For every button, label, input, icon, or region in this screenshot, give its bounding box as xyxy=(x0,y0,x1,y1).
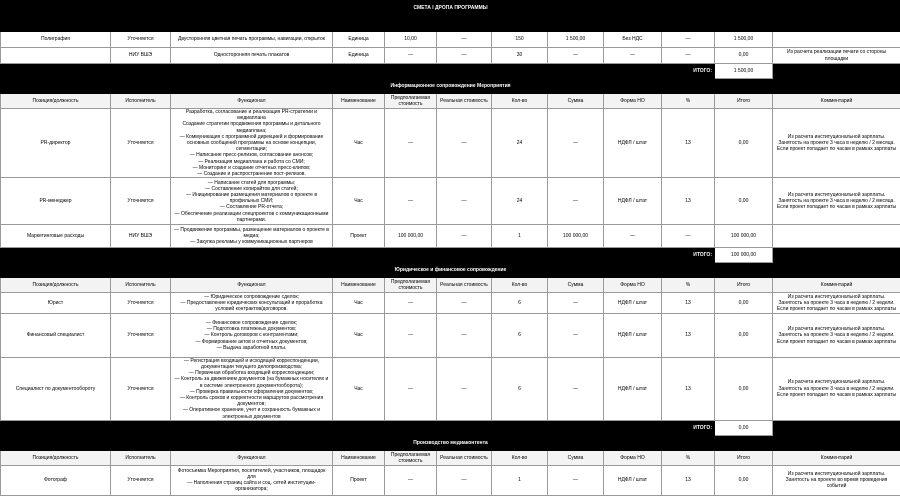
column-header-functional: Функционал xyxy=(171,94,333,109)
cell-form: НДФЛ / штат xyxy=(604,314,662,358)
cell-sum: — xyxy=(548,314,604,358)
section-title: Юридическое и финансовое сопровождение xyxy=(1,263,900,278)
cell-sum: — xyxy=(548,109,604,178)
cell-position: Маркетинговые расходы xyxy=(1,225,111,248)
cell-sum: — xyxy=(548,293,604,314)
cell-total: 0,00 xyxy=(715,293,773,314)
cell-qty: 1 xyxy=(492,465,548,495)
cell-sum: 100 000,00 xyxy=(548,225,604,248)
table-row xyxy=(1,293,900,314)
column-header-form: Форма НО xyxy=(604,278,662,293)
cell-qty: 6 xyxy=(492,293,548,314)
cell-functional: — Финансовое сопровождение сделок; — Подготовка платежных документов; — Контроль договоров с контрагентами; — Формирование актов и отчетных документов; — Выдача заработной платы. xyxy=(171,314,333,358)
column-header-real: Реальная стоимость xyxy=(437,450,492,465)
column-header-functional: Функционал xyxy=(171,278,333,293)
cell-planned: — xyxy=(385,48,437,64)
cell-executor: Уточняется xyxy=(111,109,171,178)
cell-pct: — xyxy=(662,32,715,48)
cell-form: НДФЛ / штат xyxy=(604,109,662,178)
cell-form: — xyxy=(604,225,662,248)
cell-executor: НИУ ВШЭ xyxy=(111,48,171,64)
column-header-total: Итого xyxy=(715,278,773,293)
column-header-qty: Кол-во xyxy=(492,278,548,293)
cell-pct: 13 xyxy=(662,178,715,225)
column-header-row xyxy=(1,278,900,293)
table-row xyxy=(1,48,900,64)
cell-comment xyxy=(773,225,900,248)
total-value: 100 000,00 xyxy=(715,248,773,263)
cell-qty: 24 xyxy=(492,109,548,178)
total-value: 1 500,00 xyxy=(715,64,773,79)
total-value: 0,00 xyxy=(715,420,773,435)
section-title-row xyxy=(1,17,900,32)
column-header-pct: % xyxy=(662,94,715,109)
total-label: ИТОГО: xyxy=(1,420,715,435)
column-header-planned: Предполагаемая стоимость xyxy=(385,450,437,465)
table-row xyxy=(1,109,900,178)
column-header-planned: Предполагаемая стоимость xyxy=(385,94,437,109)
cell-unit: Час xyxy=(333,293,385,314)
column-header-unit: Наименование xyxy=(333,94,385,109)
total-spacer xyxy=(773,248,900,263)
cell-total: 0,00 xyxy=(715,465,773,495)
column-header-total: Итого xyxy=(715,450,773,465)
cell-form: НДФЛ / штат xyxy=(604,178,662,225)
cell-form: НДФЛ / штат xyxy=(604,293,662,314)
cell-comment: Из расчета институциональной зарплаты. Занятость на проекте 3 часа в неделю / 2 недели. Если проект попадает по часам в рамках зарплаты xyxy=(773,357,900,420)
cell-comment xyxy=(773,32,900,48)
cell-real: — xyxy=(437,465,492,495)
cell-position: Финансовый специалист xyxy=(1,314,111,358)
column-header-row xyxy=(1,450,900,465)
column-header-unit: Наименование xyxy=(333,278,385,293)
column-header-comment: Комментарий xyxy=(773,278,900,293)
cell-pct: — xyxy=(662,48,715,64)
section-title-row xyxy=(1,435,900,450)
cell-comment: Из расчета институциональной зарплаты. Занятость на проекте во время проведения событий xyxy=(773,465,900,495)
column-header-real: Реальная стоимость xyxy=(437,278,492,293)
cell-qty: 150 xyxy=(492,32,548,48)
column-header-pct: % xyxy=(662,450,715,465)
cell-qty: 24 xyxy=(492,178,548,225)
cell-functional: Односторонняя печать плакатов xyxy=(171,48,333,64)
total-spacer xyxy=(773,420,900,435)
cell-total: 0,00 xyxy=(715,109,773,178)
cell-comment: Из расчета институциональной зарплаты. Занятость на проекте 3 часа в неделю / 2 месяца. Если проект попадает по часам в рамках зарплаты xyxy=(773,178,900,225)
total-row xyxy=(1,248,900,263)
cell-form: Без НДС xyxy=(604,32,662,48)
total-label: ИТОГО: xyxy=(1,64,715,79)
cell-real: — xyxy=(437,293,492,314)
cell-position: PR-директор xyxy=(1,109,111,178)
section-title xyxy=(1,17,900,32)
cell-total: 0,00 xyxy=(715,314,773,358)
cell-planned: — xyxy=(385,109,437,178)
cell-functional: Фотосъемка Мероприятия, посетителей, участников, площадок для — Наполнения страниц сайта и соц. сетей институции-организатора; xyxy=(171,465,333,495)
cell-functional: — Юридическое сопровождение сделок; — Предоставление юридических консультаций и проработка условий контрактов/договоров. xyxy=(171,293,333,314)
cell-position xyxy=(1,48,111,64)
cell-unit: Час xyxy=(333,109,385,178)
cell-unit: Единица xyxy=(333,48,385,64)
cell-pct: 13 xyxy=(662,465,715,495)
cell-planned: — xyxy=(385,357,437,420)
cell-unit: Единица xyxy=(333,32,385,48)
cell-real: — xyxy=(437,48,492,64)
cell-unit: Час xyxy=(333,357,385,420)
cell-executor: Уточняется xyxy=(111,357,171,420)
cell-pct: 13 xyxy=(662,314,715,358)
cell-comment: Из расчета институциональной зарплаты. Занятость на проекте 3 часа в неделю / 2 недели. Если проект попадает по часам в рамках зарплаты xyxy=(773,314,900,358)
cell-planned: — xyxy=(385,178,437,225)
column-header-functional: Функционал xyxy=(171,450,333,465)
section-title: Производство медиаконтента xyxy=(1,435,900,450)
cell-qty: 6 xyxy=(492,357,548,420)
cell-executor: НИУ ВШЭ xyxy=(111,225,171,248)
table-row xyxy=(1,225,900,248)
cell-functional: — Регистрация входящей и исходящей корреспонденции, документации текущего делопроизводства; — Первичная обработка входящей корреспонденции; — Контроль за движением документов (на бумажных носителях и в системе электронного документооборота); — Проверка правильности оформления документов; — Контроль сроков и корректности маршрутов рассмотрения документов; — Оперативное хранение, учет и сохранность бумажных и электронных документов xyxy=(171,357,333,420)
column-header-planned: Предполагаемая стоимость xyxy=(385,278,437,293)
column-header-form: Форма НО xyxy=(604,94,662,109)
table-row xyxy=(1,357,900,420)
cell-real: — xyxy=(437,109,492,178)
cell-pct: — xyxy=(662,225,715,248)
cell-sum: — xyxy=(548,178,604,225)
cell-planned: — xyxy=(385,293,437,314)
column-header-executor: Исполнитель xyxy=(111,278,171,293)
cell-sum: — xyxy=(548,357,604,420)
column-header-qty: Кол-во xyxy=(492,94,548,109)
section-title-row xyxy=(1,1,900,17)
section-title: СМЕТА I ДРОПА ПРОГРАММЫ xyxy=(1,1,900,17)
cell-executor: Уточняется xyxy=(111,465,171,495)
column-header-sum: Сумма xyxy=(548,278,604,293)
cell-qty: 1 xyxy=(492,225,548,248)
cell-unit: Проект xyxy=(333,225,385,248)
cell-position: Фотограф xyxy=(1,465,111,495)
cell-position: Юрист xyxy=(1,293,111,314)
table-row xyxy=(1,32,900,48)
column-header-row xyxy=(1,94,900,109)
cell-total: 1 500,00 xyxy=(715,32,773,48)
cell-functional: — Продвижение программы, размещение материалов о проекте в медиа; — Закупка рекламы у коммуникационных партнеров xyxy=(171,225,333,248)
cell-executor: Уточняется xyxy=(111,178,171,225)
cell-unit: Час xyxy=(333,178,385,225)
cell-sum: — xyxy=(548,48,604,64)
cell-real: — xyxy=(437,178,492,225)
cell-qty: 6 xyxy=(492,314,548,358)
column-header-unit: Наименование xyxy=(333,450,385,465)
cell-executor: Уточняется xyxy=(111,293,171,314)
column-header-comment: Комментарий xyxy=(773,94,900,109)
cell-real: — xyxy=(437,32,492,48)
cell-total: 0,00 xyxy=(715,178,773,225)
column-header-sum: Сумма xyxy=(548,450,604,465)
table-row xyxy=(1,314,900,358)
cell-comment: Из расчета институциональной зарплаты. Занятость на проекте 3 часа в неделю / 2 месяца. Если проект попадает по часам в рамках зарплаты xyxy=(773,109,900,178)
budget-table-body xyxy=(1,1,900,496)
total-row xyxy=(1,420,900,435)
cell-real: — xyxy=(437,357,492,420)
column-header-pct: % xyxy=(662,278,715,293)
table-row xyxy=(1,465,900,495)
cell-sum: 1 500,00 xyxy=(548,32,604,48)
cell-form: — xyxy=(604,48,662,64)
cell-real: — xyxy=(437,225,492,248)
total-row xyxy=(1,64,900,79)
column-header-position: Позиция/должность xyxy=(1,94,111,109)
cell-comment: Из расчета институциональной зарплаты. Занятость на проекте 3 часа в неделю / 2 недели. Если проект попадает по часам в рамках зарплаты xyxy=(773,293,900,314)
section-title: Информационное сопровождение Мероприятия xyxy=(1,79,900,94)
section-title-row xyxy=(1,263,900,278)
cell-unit: Проект xyxy=(333,465,385,495)
cell-planned: — xyxy=(385,314,437,358)
cell-position: PR-менеджер xyxy=(1,178,111,225)
column-header-total: Итого xyxy=(715,94,773,109)
cell-executor: Уточняется xyxy=(111,314,171,358)
cell-planned: 10,00 xyxy=(385,32,437,48)
column-header-executor: Исполнитель xyxy=(111,450,171,465)
cell-functional: — Написание статей для программы; — Составление копирайтов для статей; — Инициирование размещения материалов о проекте в профильных СМИ; — Составление PR-отчета; — Обеспечение реализации спецпроектов с коммуникационными партнерами. xyxy=(171,178,333,225)
cell-functional: Двусторонняя цветная печать программы, навигации, открыток xyxy=(171,32,333,48)
cell-real: — xyxy=(437,314,492,358)
cell-form: НДФЛ / штат xyxy=(604,465,662,495)
cell-planned: — xyxy=(385,465,437,495)
cell-pct: 13 xyxy=(662,293,715,314)
column-header-comment: Комментарий xyxy=(773,450,900,465)
cell-total: 0,00 xyxy=(715,48,773,64)
cell-position: Специалист по документообороту xyxy=(1,357,111,420)
cell-sum: — xyxy=(548,465,604,495)
column-header-executor: Исполнитель xyxy=(111,94,171,109)
column-header-qty: Кол-во xyxy=(492,450,548,465)
cell-comment: Из расчета реализации печати со стороны площадки xyxy=(773,48,900,64)
cell-total: 100 000,00 xyxy=(715,225,773,248)
cell-planned: 100 000,00 xyxy=(385,225,437,248)
cell-pct: 13 xyxy=(662,109,715,178)
total-label: ИТОГО: xyxy=(1,248,715,263)
table-row xyxy=(1,178,900,225)
cell-unit: Час xyxy=(333,314,385,358)
column-header-position: Позиция/должность xyxy=(1,278,111,293)
cell-functional: Разработка, согласование и реализация PR-стратегии и медиаплана Создание стратегии продвижения программы и детального медиаплана; — Коммуникация с программной дирекцией и формирование основных сообщений программы на основе концепции, сегментации; — Написание пресс-релизов, согласование анонсов; — Реализация медиаплана и работа со СМИ; — Мониторинг и создание отчетных пресс-клипов; — Создание и распространение пост-релизов. xyxy=(171,109,333,178)
total-spacer xyxy=(773,64,900,79)
column-header-form: Форма НО xyxy=(604,450,662,465)
column-header-sum: Сумма xyxy=(548,94,604,109)
column-header-position: Позиция/должность xyxy=(1,450,111,465)
cell-executor: Уточняется xyxy=(111,32,171,48)
cell-qty: 30 xyxy=(492,48,548,64)
section-title-row xyxy=(1,79,900,94)
cell-form: НДФЛ / штат xyxy=(604,357,662,420)
column-header-real: Реальная стоимость xyxy=(437,94,492,109)
cell-position: Полиграфия xyxy=(1,32,111,48)
cell-total: 0,00 xyxy=(715,357,773,420)
cell-pct: 13 xyxy=(662,357,715,420)
